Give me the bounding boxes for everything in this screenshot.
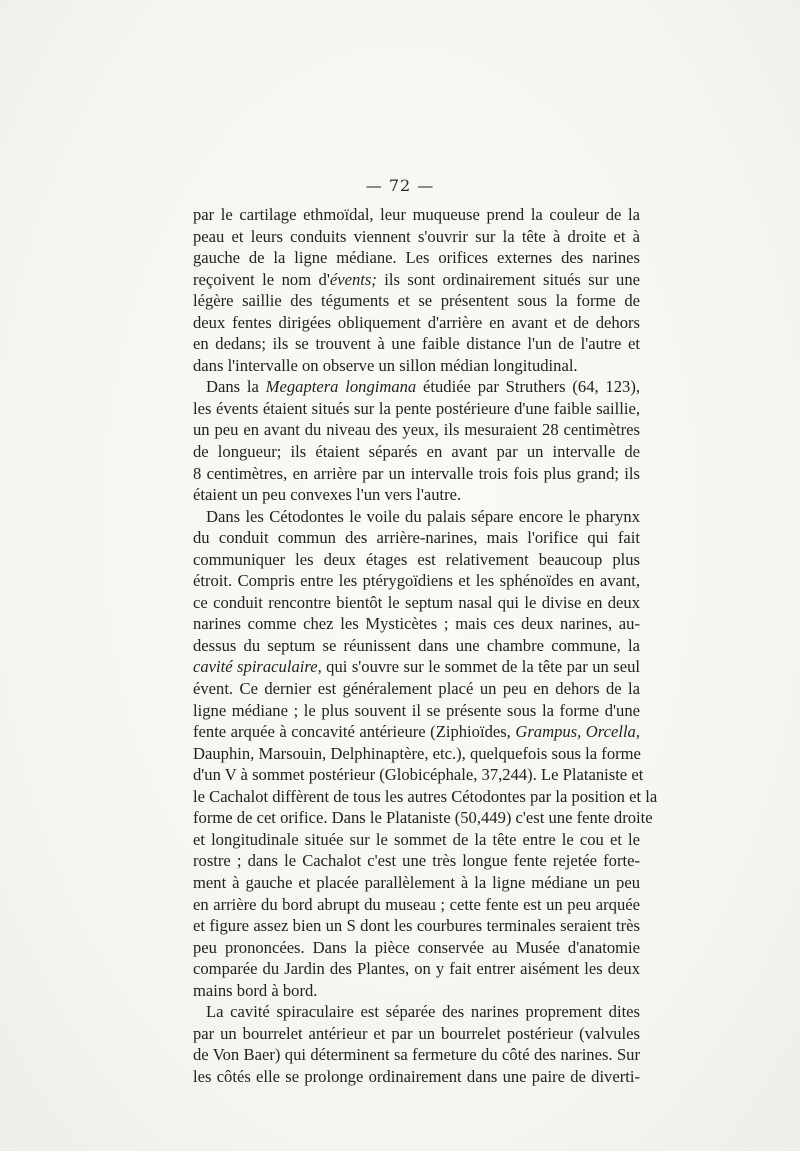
text-line: [193, 1001, 640, 1023]
text-line: [193, 549, 640, 571]
page-number: — 72 —: [365, 176, 435, 195]
text-line: [193, 915, 640, 937]
text-line: [193, 894, 640, 916]
text-run: forme de cet orifice. Dans le Plataniste (50,449) c'est une fente droite: [193, 808, 653, 828]
italic-run: Grampus, Orcella,: [515, 722, 640, 742]
text-run: ce conduit rencontre bientôt le septum nasal qui le divise en deux: [193, 592, 640, 612]
text-line: [193, 506, 640, 528]
body-text: [193, 204, 658, 1087]
text-line: [193, 312, 640, 334]
text-run: reçoivent le nom d': [193, 269, 330, 289]
text-run: évent. Ce dernier est généralement placé un peu en dehors de la: [193, 679, 640, 699]
text-run: le Cachalot diffèrent de tous les autres Cétodontes par la position et la: [193, 786, 658, 806]
text-run: Dans les Cétodontes le voile du palais sépare encore le pharynx: [206, 506, 640, 526]
text-run: et longitudinale située sur le sommet de la tête entre le cou et le: [193, 829, 640, 849]
text-run: les évents étaient situés sur la pente postérieure d'une faible saillie,: [193, 398, 640, 418]
text-line: [193, 678, 640, 700]
text-line: [193, 1023, 640, 1045]
paragraph: [193, 506, 658, 1002]
text-run: 8 centimètres, en arrière par un intervalle trois fois plus grand; ils: [193, 463, 640, 483]
paragraph: [193, 1001, 640, 1087]
text-line: [193, 743, 640, 765]
text-line: [193, 700, 640, 722]
text-line: [193, 527, 640, 549]
text-run: deux fentes dirigées obliquement d'arrière en avant et de dehors: [193, 312, 640, 332]
text-line: [193, 958, 640, 980]
text-line: [193, 850, 640, 872]
text-run: peau et leurs conduits viennent s'ouvrir sur la tête à droite et à: [193, 226, 640, 246]
text-run: communiquer les deux étages est relativement beaucoup plus: [193, 549, 640, 569]
text-run: gauche de la ligne médiane. Les orifices externes des narines: [193, 248, 640, 268]
text-line: [193, 398, 640, 420]
text-run: qui s'ouvre sur le sommet de la tête par un seul: [321, 657, 640, 677]
text-run: narines comme chez les Mysticètes ; mais ces deux narines, au-: [193, 614, 640, 634]
text-line: [193, 635, 640, 657]
text-line: [193, 1066, 640, 1088]
text-line: [193, 764, 644, 786]
italic-run: Megaptera longimana: [265, 377, 417, 397]
text-line: [193, 807, 653, 829]
text-line: [193, 226, 640, 248]
text-line: [193, 980, 640, 1002]
text-line: [193, 247, 640, 269]
text-run: dans l'intervalle on observe un sillon médian longitudinal.: [193, 355, 578, 375]
text-line: [193, 484, 640, 506]
paragraph: [193, 204, 640, 376]
text-line: [193, 656, 640, 678]
text-run: de Von Baer) qui déterminent sa fermeture du côté des narines. Sur: [193, 1045, 640, 1065]
text-run: mains bord à bord.: [193, 980, 318, 1000]
text-run: d'un V à sommet postérieur (Globicéphale, 37,244). Le Plataniste et: [193, 765, 644, 785]
text-line: [193, 204, 640, 226]
text-run: ligne médiane ; le plus souvent il se présente sous la forme d'une: [193, 700, 640, 720]
text-line: [193, 786, 658, 808]
text-run: étaient un peu convexes l'un vers l'autre.: [193, 485, 462, 505]
text-line: [193, 1044, 640, 1066]
text-run: comparée du Jardin des Plantes, on y fait entrer aisément les deux: [193, 959, 640, 979]
text-run: peu prononcées. Dans la pièce conservée au Musée d'anatomie: [193, 937, 640, 957]
text-run: Dans la: [206, 377, 266, 397]
text-line: [193, 937, 640, 959]
paragraph: [193, 376, 640, 505]
text-run: et figure assez bien un S dont les courbures terminales seraient très: [193, 916, 640, 936]
text-line: [193, 592, 640, 614]
text-run: Dauphin, Marsouin, Delphinaptère, etc.), quelquefois sous la forme: [193, 743, 641, 763]
text-line: [193, 333, 640, 355]
text-run: étroit. Compris entre les ptérygoïdiens et les sphénoïdes en avant,: [193, 571, 640, 591]
text-run: en dedans; ils se trouvent à une faible distance l'un de l'autre et: [193, 334, 640, 354]
text-run: par le cartilage ethmoïdal, leur muqueuse prend la couleur de la: [193, 205, 640, 224]
text-line: [193, 269, 640, 291]
text-line: [193, 290, 640, 312]
text-line: [193, 570, 640, 592]
text-run: du conduit commun des arrière-narines, mais l'orifice qui fait: [193, 528, 640, 548]
italic-run: évents;: [329, 269, 377, 289]
text-run: rostre ; dans le Cachalot c'est une très longue fente rejetée forte-: [193, 851, 640, 871]
text-run: La cavité spiraculaire est séparée des narines proprement dites: [206, 1002, 640, 1022]
text-run: étudiée par Struthers (64, 123),: [416, 377, 640, 397]
text-run: de longueur; ils étaient séparés en avant par un intervalle de: [193, 442, 640, 462]
text-line: [193, 721, 640, 743]
italic-run: cavité spiraculaire,: [193, 657, 322, 677]
text-run: fente arquée à concavité antérieure (Ziphioïdes,: [193, 722, 516, 742]
text-run: un peu en avant du niveau des yeux, ils mesuraient 28 centimètres: [193, 420, 640, 440]
text-line: [193, 829, 640, 851]
text-line: [193, 463, 640, 485]
text-line: [193, 613, 640, 635]
text-line: [193, 376, 640, 398]
text-run: par un bourrelet antérieur et par un bourrelet postérieur (valvules: [193, 1023, 640, 1043]
text-line: [193, 355, 640, 377]
text-line: [193, 872, 640, 894]
text-run: dessus du septum se réunissent dans une chambre commune, la: [193, 635, 640, 655]
text-run: ils sont ordinairement situés sur une: [376, 269, 640, 289]
text-run: légère saillie des téguments et se présentent sous la forme de: [193, 291, 640, 311]
text-run: les côtés elle se prolonge ordinairement dans une paire de diverti-: [193, 1066, 640, 1086]
text-run: ment à gauche et placée parallèlement à la ligne médiane un peu: [193, 872, 640, 892]
text-line: [193, 419, 640, 441]
text-line: [193, 441, 640, 463]
text-run: en arrière du bord abrupt du museau ; cette fente est un peu arquée: [193, 894, 640, 914]
